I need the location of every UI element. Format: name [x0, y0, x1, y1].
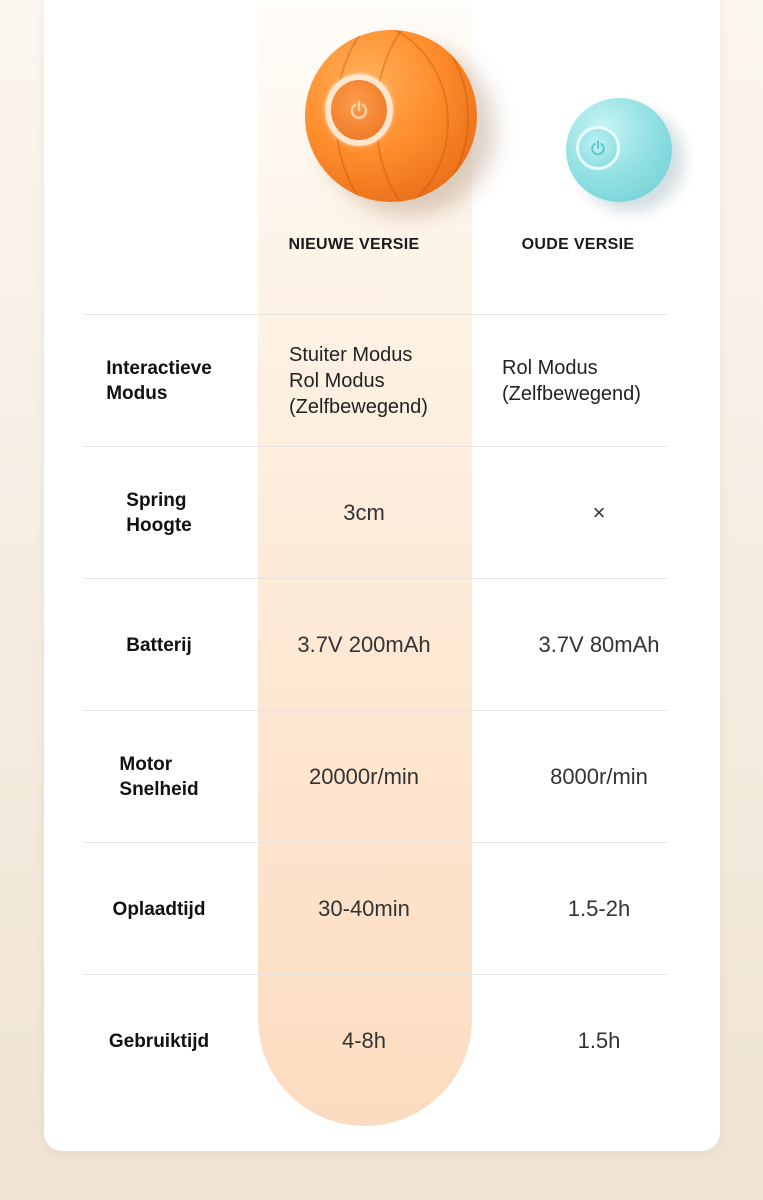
- old-version-value-text: 3.7V 80mAh: [538, 632, 660, 657]
- old-version-value-text: (Zelfbewegend): [502, 383, 641, 405]
- old-version-label: OUDE VERSIE: [521, 236, 635, 253]
- new-version-value: [264, 711, 464, 843]
- new-version-value-text: 20000r/min: [308, 764, 420, 789]
- feature-label: [84, 447, 234, 579]
- new-version-value: [264, 975, 464, 1107]
- feature-label: [84, 711, 234, 843]
- power-button-icon: [576, 126, 620, 170]
- new-ball-image: [258, 0, 472, 230]
- feature-label-text: Hoogte: [126, 515, 192, 536]
- orange-ball-icon: [305, 30, 477, 202]
- table-row: [84, 578, 667, 711]
- new-version-label: NIEUWE VERSIE: [288, 236, 420, 253]
- table-row: [84, 314, 667, 447]
- feature-label-text: Batterij: [126, 634, 192, 656]
- table-row: [84, 842, 667, 975]
- old-version-value: [489, 447, 709, 579]
- feature-label: [84, 579, 234, 711]
- feature-label-text: Modus: [106, 383, 168, 404]
- table-row: [84, 710, 667, 843]
- new-version-value: [264, 447, 464, 579]
- new-version-value: [264, 579, 464, 711]
- old-version-value: [502, 315, 722, 447]
- feature-label: [84, 315, 234, 447]
- new-version-value-text: 3.7V 200mAh: [297, 632, 431, 657]
- new-version-value: [264, 843, 464, 975]
- table-row: [84, 446, 667, 579]
- new-version-value: [289, 315, 489, 447]
- table-row: [84, 974, 667, 1107]
- old-version-value: [489, 843, 709, 975]
- feature-label: [84, 843, 234, 975]
- old-version-value: [489, 579, 709, 711]
- old-version-value: [489, 711, 709, 843]
- new-version-value-text: (Zelfbewegend): [289, 396, 428, 418]
- power-button-icon: [325, 74, 393, 146]
- old-version-value-text: ×: [592, 500, 606, 525]
- new-version-value-text: 3cm: [343, 500, 385, 525]
- blue-ball-icon: [566, 98, 672, 202]
- old-version-value-text: 1.5h: [577, 1028, 621, 1053]
- old-version-value-text: Rol Modus: [502, 357, 598, 379]
- new-version-value-text: Rol Modus: [289, 370, 385, 392]
- feature-label: [84, 975, 234, 1107]
- new-version-value-text: 30-40min: [318, 896, 410, 921]
- feature-label-text: Oplaadtijd: [112, 898, 206, 920]
- old-version-value: [489, 975, 709, 1107]
- old-ball-image: [472, 0, 686, 230]
- feature-label-text: Snelheid: [119, 779, 199, 800]
- new-version-value-text: Stuiter Modus: [289, 344, 413, 366]
- new-version-value-text: 4-8h: [341, 1028, 387, 1053]
- feature-label-text: Motor: [119, 754, 173, 775]
- feature-label-text: Gebruiktijd: [108, 1030, 210, 1052]
- old-version-value-text: 1.5-2h: [567, 896, 631, 921]
- feature-label-text: Interactieve: [106, 358, 212, 379]
- feature-label-text: Spring: [126, 490, 187, 511]
- old-version-value-text: 8000r/min: [550, 764, 648, 789]
